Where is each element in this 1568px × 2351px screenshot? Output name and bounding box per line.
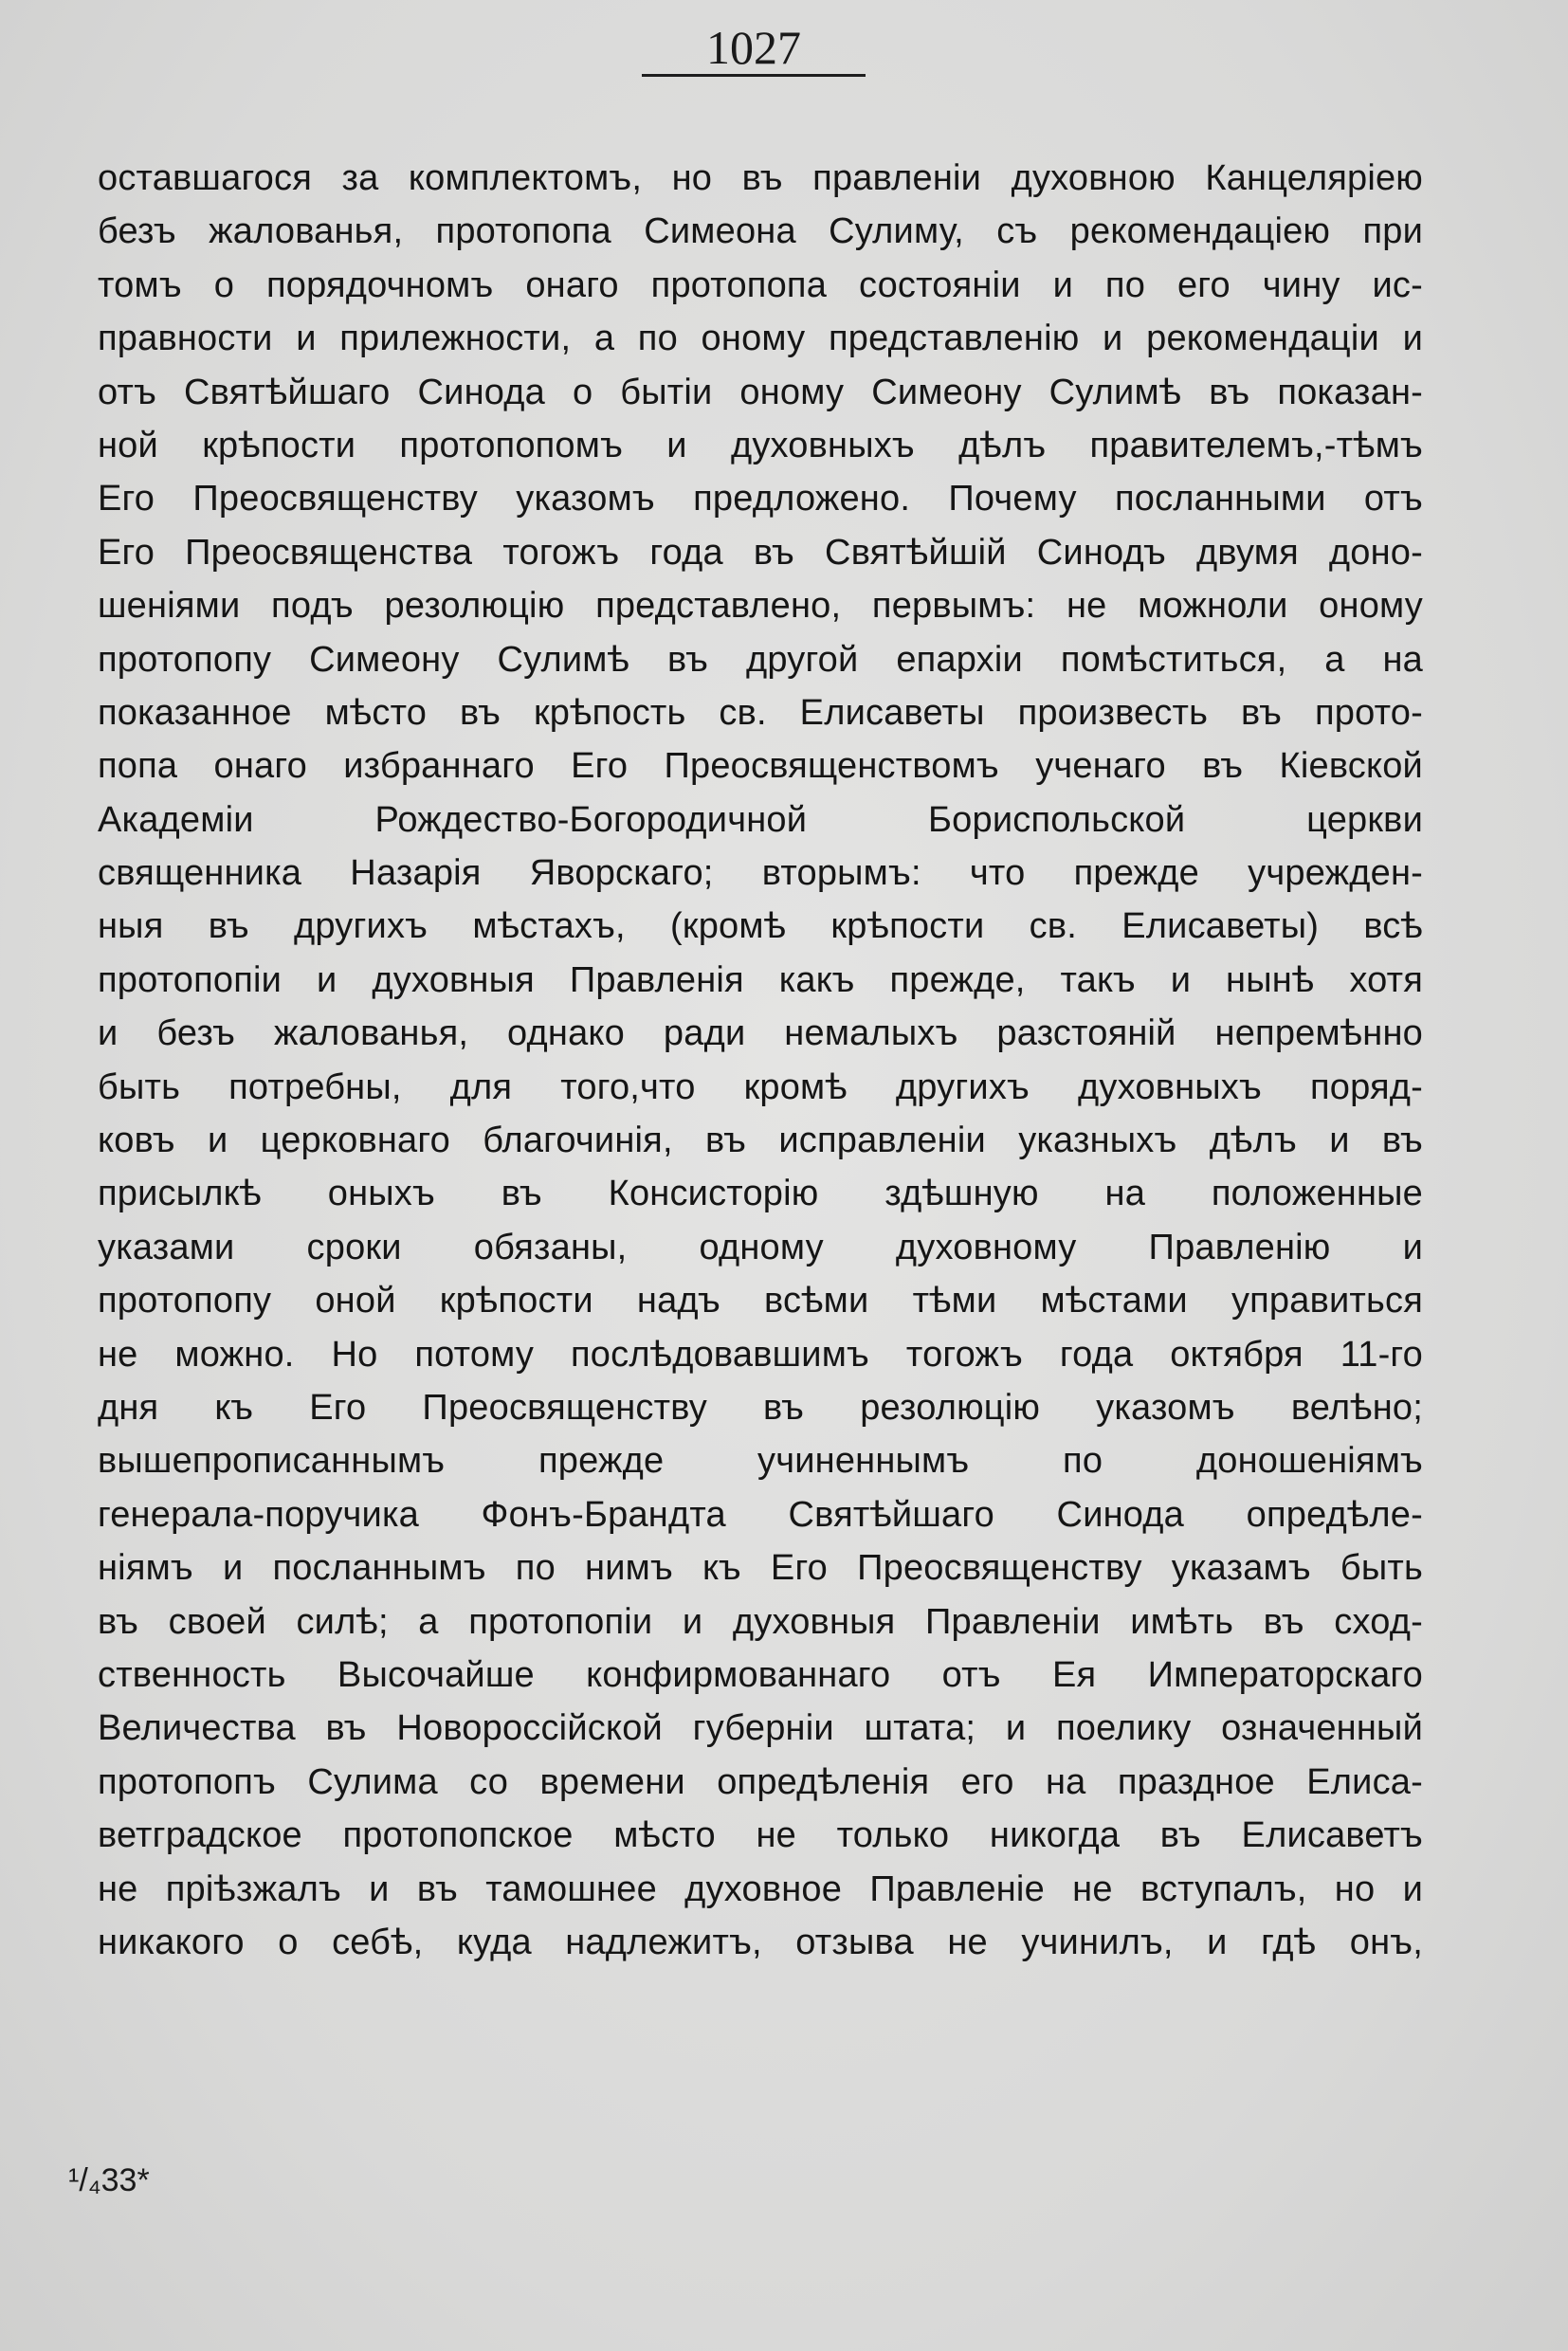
text-line: Его Преосвященства тогожъ года въ Святѣйшій Синодъ двумя доно- [98,532,1423,573]
text-line: присылкѣ оныхъ въ Консисторію здѣшную на положенные [98,1174,1423,1214]
text-line: дня къ Его Преосвященству въ резолюцію указомъ велѣно; [98,1387,1423,1428]
body-text [98,152,1423,1969]
text-line: Его Преосвященству указомъ предложено. Почему посланными отъ [98,479,1423,519]
text-line: ветградское протопопское мѣсто не только никогда въ Елисаветъ [98,1815,1423,1856]
text-line: вышепрописаннымъ прежде учиненнымъ по доношеніямъ [98,1441,1423,1482]
text-line: томъ о порядочномъ онаго протопопа состояніи и по его чину ис- [98,264,1423,305]
text-line: показанное мѣсто въ крѣпость св. Елисаветы произвесть въ прото- [98,692,1423,733]
text-line: ныя въ другихъ мѣстахъ, (кромѣ крѣпости св. Елисаветы) всѣ [98,906,1423,947]
text-line: ной крѣпости протопопомъ и духовныхъ дѣлъ правителемъ,-тѣмъ [98,425,1423,465]
text-line: оставшагося за комплектомъ, но въ правленіи духовною Канцеляріею [98,158,1423,198]
page-number: 1027 [706,21,801,74]
page-number-rule [642,74,866,77]
text-line: Академіи Рождество-Богородичной Бориспольской церкви [98,799,1423,840]
text-line: Величества въ Новороссійской губерніи штата; и поелику означенный [98,1708,1423,1749]
text-line: и безъ жалованья, однако ради немалыхъ разстояній непремѣнно [98,1013,1423,1054]
text-line: отъ Святѣйшаго Синода о бытіи оному Симеону Сулимѣ въ показан- [98,372,1423,412]
text-line: протопопу оной крѣпости надъ всѣми тѣми мѣстами управиться [98,1281,1423,1321]
text-line: указами сроки обязаны, одному духовному Правленію и [98,1227,1423,1267]
text-line: ственность Высочайше конфирмованнаго отъ Ея Императорскаго [98,1654,1423,1695]
text-line: протопопу Симеону Сулимѣ въ другой епархіи помѣститься, а на [98,639,1423,680]
text-line: въ своей силѣ; а протопопіи и духовныя Правленіи имѣть въ сход- [98,1601,1423,1642]
text-line: ковъ и церковнаго благочинія, въ исправленіи указныхъ дѣлъ и въ [98,1121,1423,1161]
text-line: генерала-поручика Фонъ-Брандта Святѣйшаго Синода опредѣле- [98,1494,1423,1535]
text-line: ніямъ и посланнымъ по нимъ къ Его Преосвященству указамъ быть [98,1548,1423,1589]
printer-signature-mark: ¹/₄33* [68,2162,150,2198]
text-line: попа онаго избраннаго Его Преосвященствомъ ученаго въ Кіевской [98,746,1423,787]
text-line: правности и прилежности, а по оному представленію и рекомендаціи и [98,319,1423,359]
text-line: протопопъ Сулима со времени опредѣленія его на праздное Елиса- [98,1761,1423,1802]
text-line: быть потребны, для того,что кромѣ другихъ духовныхъ поряд- [98,1066,1423,1107]
text-line: не пріѣзжалъ и въ тамошнее духовное Правленіе не вступалъ, но и [98,1868,1423,1909]
text-line: безъ жалованья, протопопа Симеона Сулиму, съ рекомендаціею при [98,211,1423,252]
text-line: не можно. Но потому послѣдовавшимъ тогожъ года октября 11-го [98,1334,1423,1375]
text-line: шеніями подъ резолюцію представлено, первымъ: не можноли оному [98,586,1423,627]
text-line: протопопіи и духовныя Правленія какъ прежде, такъ и нынѣ хотя [98,959,1423,1000]
text-line: священника Назарія Яворскаго; вторымъ: что прежде учрежден- [98,853,1423,894]
text-line: никакого о себѣ, куда надлежитъ, отзыва не учинилъ, и гдѣ онъ, [98,1922,1423,1962]
